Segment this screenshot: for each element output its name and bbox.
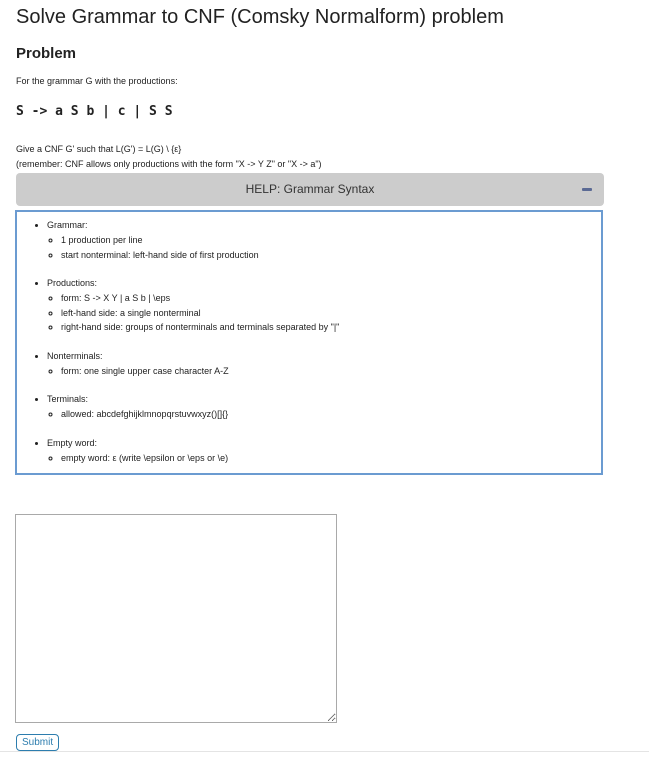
help-section-heading: Nonterminals: bbox=[47, 350, 103, 361]
submit-button[interactable]: Submit bbox=[16, 734, 59, 751]
help-section-terminals bbox=[47, 392, 601, 422]
help-item: ◦ left-hand side: a single nonterminal bbox=[61, 306, 601, 321]
help-item: ◦ form: S -> X Y | a S b | \eps bbox=[61, 291, 601, 306]
help-section-heading: Terminals: bbox=[47, 394, 89, 404]
help-list bbox=[17, 218, 601, 465]
help-title: HELP: Grammar Syntax bbox=[245, 182, 375, 196]
problem-intro: For the grammar G with the productions: bbox=[16, 76, 178, 86]
grammar-productions: S -> a S b | c | S S bbox=[16, 104, 173, 119]
help-section-grammar bbox=[47, 218, 601, 262]
divider bbox=[0, 751, 649, 752]
page-title: Solve Grammar to CNF (Comsky Normalform) problem bbox=[16, 6, 504, 28]
help-item: ◦ 1 production per line bbox=[61, 233, 601, 248]
help-section-empty-word bbox=[47, 436, 601, 466]
help-section-heading: Empty word: bbox=[47, 437, 98, 448]
help-item: ◦ empty word: ε (write \epsilon or \eps or \e) bbox=[61, 451, 601, 466]
minus-icon[interactable] bbox=[582, 188, 592, 191]
help-item: ◦ start nonterminal: left-hand side of first production bbox=[61, 248, 601, 263]
help-accordion-header[interactable] bbox=[16, 173, 604, 206]
help-section-heading: Productions: bbox=[47, 278, 98, 288]
section-title: Problem bbox=[16, 45, 77, 62]
help-section-productions bbox=[47, 276, 601, 335]
answer-textarea[interactable] bbox=[15, 514, 337, 723]
help-item: ◦ form: one single upper case character A-Z bbox=[61, 364, 601, 379]
help-section-nonterminals bbox=[47, 349, 601, 379]
task-description bbox=[16, 142, 322, 172]
task-line-1: Give a CNF G' such that L(G') = L(G) \ {ε} bbox=[16, 144, 182, 154]
help-panel bbox=[15, 210, 603, 475]
help-section-heading: Grammar: bbox=[47, 220, 88, 230]
help-item: ◦ allowed: abcdefghijklmnopqrstuvwxyz()[]{} bbox=[61, 407, 601, 422]
help-item: ◦ right-hand side: groups of nonterminals and terminals separated by "|" bbox=[61, 320, 601, 335]
task-line-2: (remember: CNF allows only productions with the form "X -> Y Z" or "X -> a") bbox=[16, 159, 322, 169]
